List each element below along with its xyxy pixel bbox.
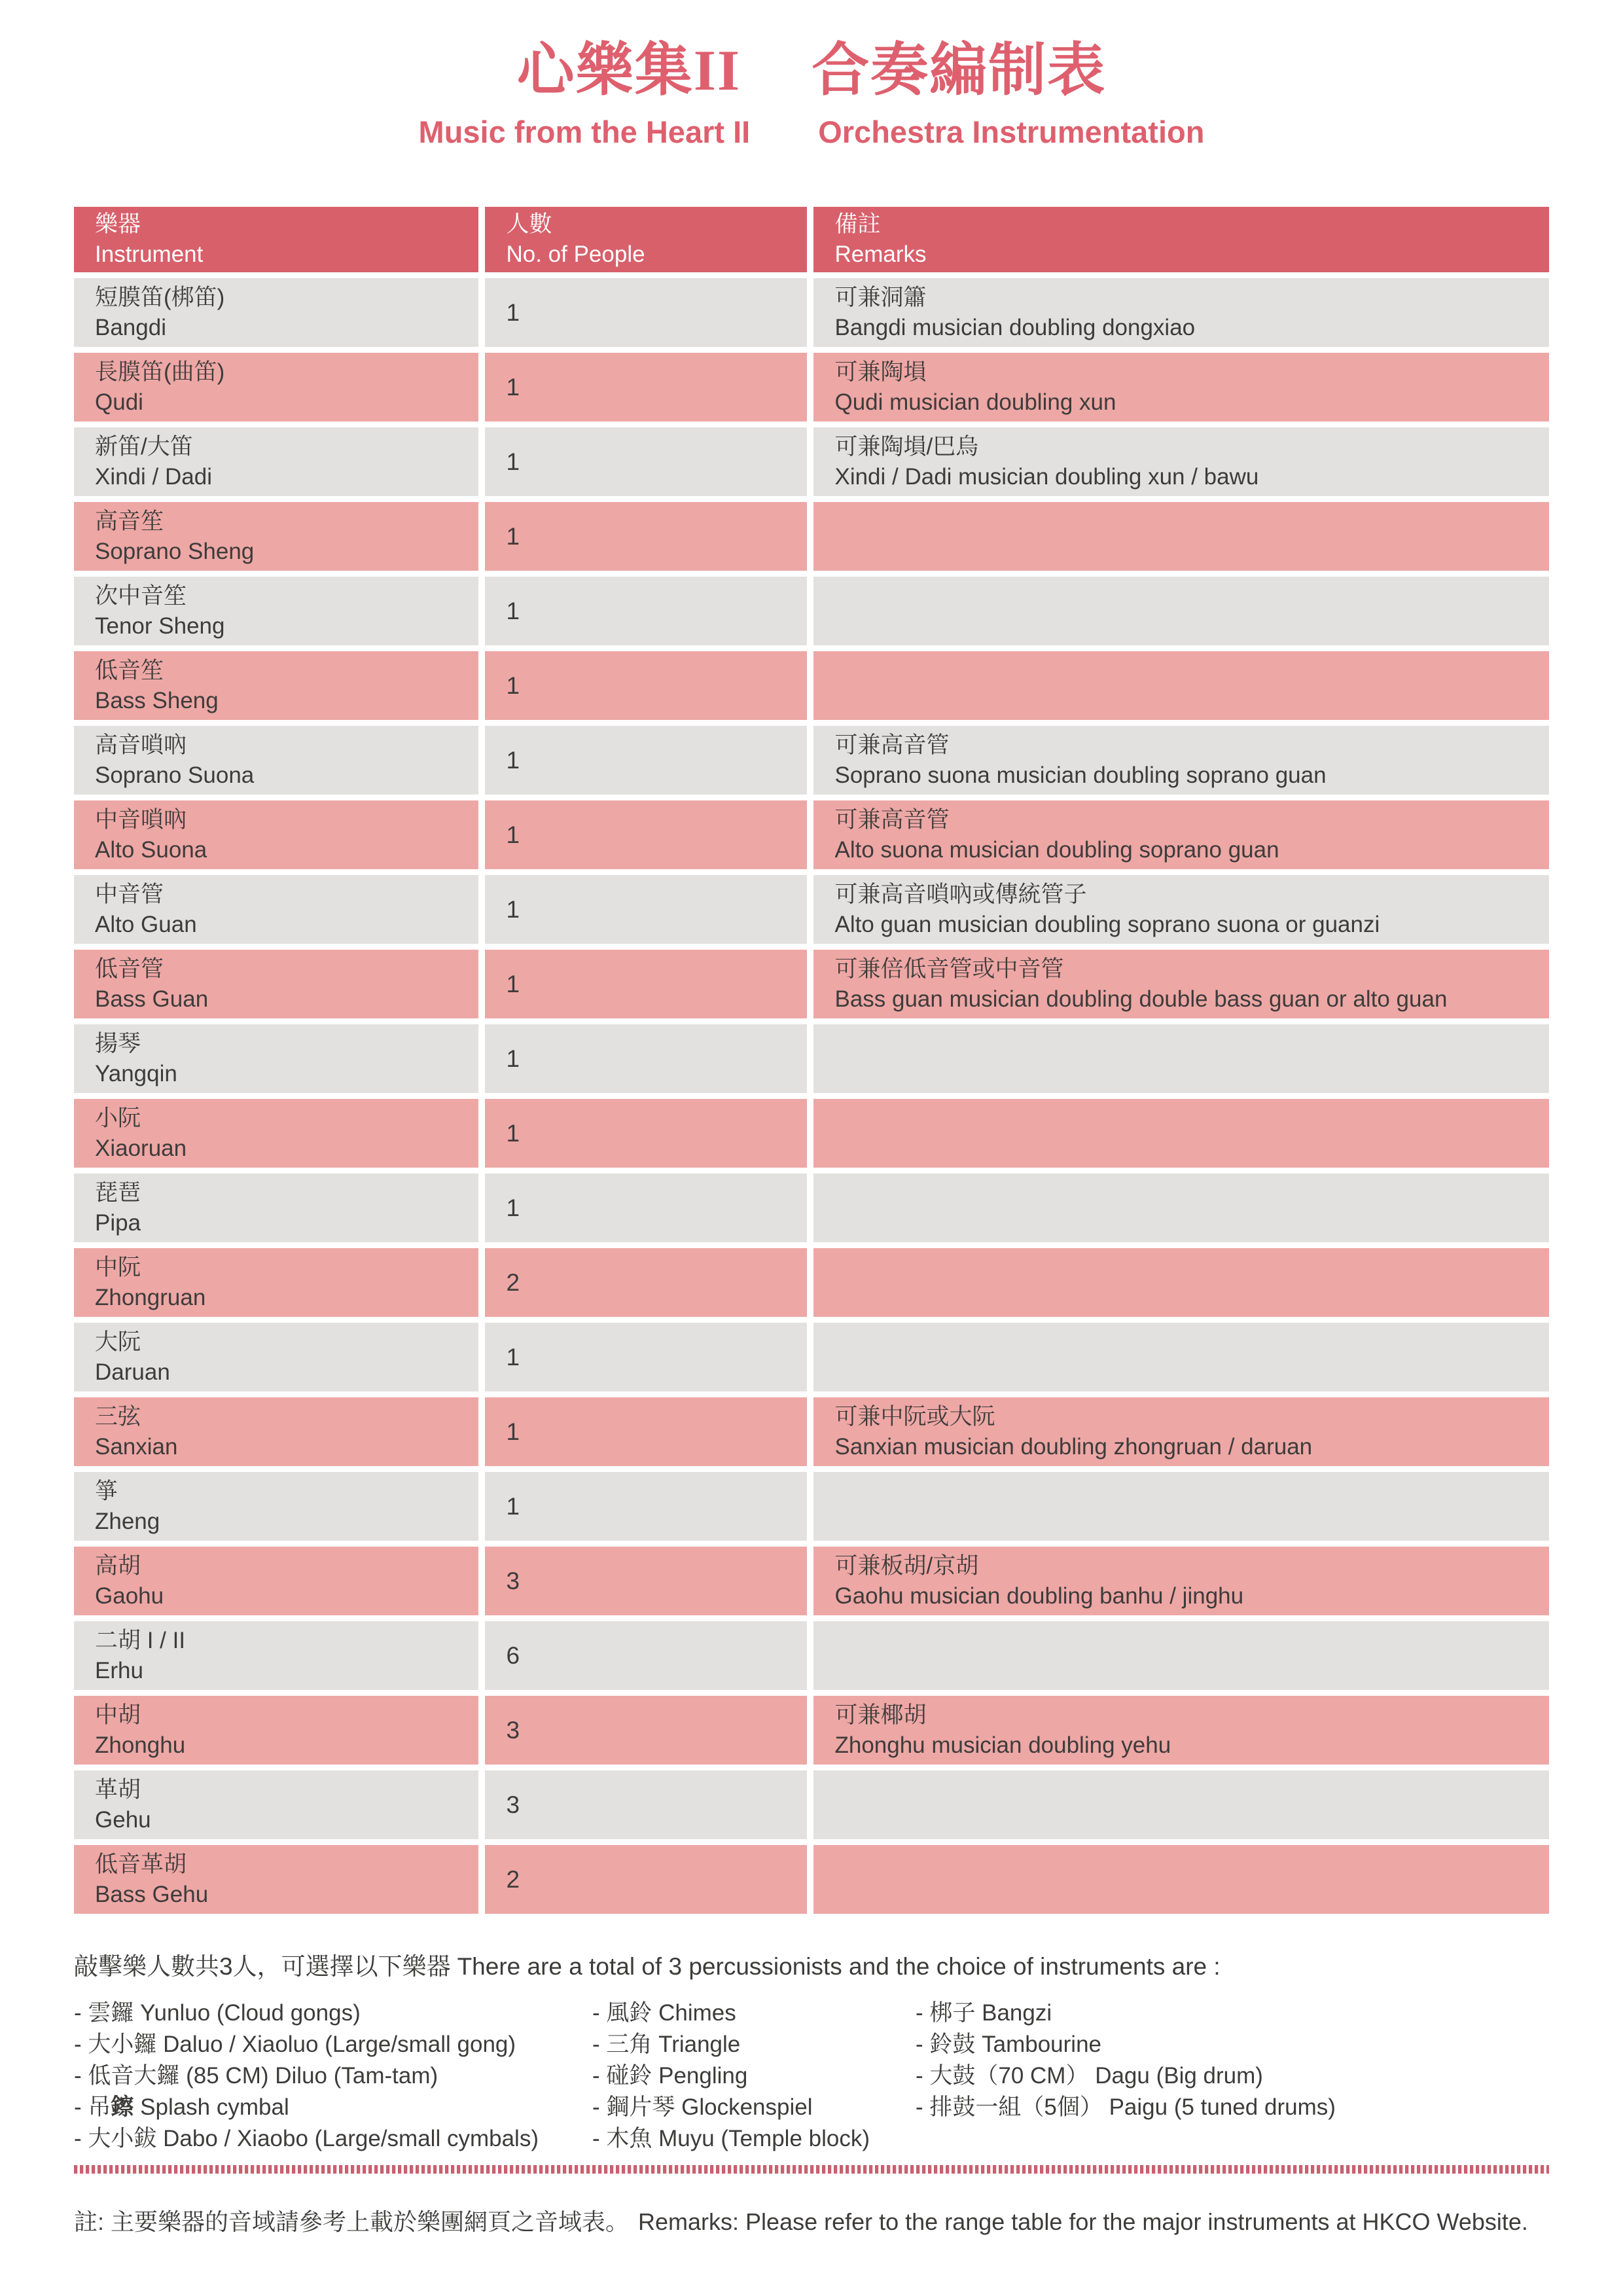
instrument-cell [74, 502, 478, 571]
percussion-item: - 鋼片琴 Glockenspiel [592, 2094, 813, 2121]
remark-en: Alto suona musician doubling soprano guan [834, 836, 1279, 863]
instrument-name-zh: 低音管 [95, 956, 164, 982]
people-count-cell [485, 1770, 807, 1839]
remarks-cell [813, 353, 1549, 422]
instrument-name-zh: 高胡 [95, 1552, 141, 1579]
people-count-cell [485, 502, 807, 571]
title-zh-main: 心樂集 [516, 37, 694, 102]
remark-en: Qudi musician doubling xun [834, 389, 1116, 415]
header-remarks-en: Remarks [834, 242, 927, 268]
remark-zh: 可兼洞簫 [834, 284, 927, 310]
remark-en: Alto guan musician doubling soprano suona or guanzi [834, 911, 1380, 937]
percussion-item: - 木魚 Muyu (Temple block) [592, 2126, 870, 2152]
remark-en: Gaohu musician doubling banhu / jinghu [834, 1583, 1244, 1609]
instrument-name-en: Gaohu [95, 1583, 164, 1609]
remarks-cell [813, 1472, 1549, 1541]
percussion-item: - 吊鑔 Splash cymbal [74, 2094, 289, 2121]
people-count-value: 1 [506, 746, 520, 774]
people-count-value: 1 [506, 1418, 520, 1445]
percussion-item: - 梆子 Bangzi [916, 2000, 1052, 2026]
percussion-item: - 排鼓一組（5個） Paigu (5 tuned drums) [916, 2094, 1336, 2121]
people-count-cell [485, 1547, 807, 1615]
remarks-cell [813, 1397, 1549, 1466]
instrument-name-en: Bass Guan [95, 986, 209, 1012]
percussion-column [916, 1998, 1549, 2155]
people-count-value: 1 [506, 970, 520, 997]
remark-zh: 可兼陶塤 [834, 359, 927, 385]
people-count-cell [485, 1397, 807, 1466]
people-count-value: 3 [506, 1716, 520, 1744]
remarks-cell [813, 1770, 1549, 1839]
percussion-columns [74, 1998, 1549, 2155]
instrument-name-en: Bangdi [95, 314, 166, 340]
remark-en: Xindi / Dadi musician doubling xun / bawu [834, 463, 1259, 490]
instrument-cell [74, 1323, 478, 1391]
title-en-right: Orchestra Instrumentation [818, 115, 1205, 149]
dotted-separator [74, 2165, 1549, 2174]
percussion-item: - 三角 Triangle [592, 2032, 741, 2058]
remarks-cell [813, 800, 1549, 869]
instrument-name-en: Yangqin [95, 1060, 177, 1086]
people-count-cell [485, 427, 807, 496]
percussion-item: - 低音大鑼 (85 CM) Diluo (Tam-tam) [74, 2063, 438, 2089]
instrument-name-zh: 大阮 [95, 1329, 141, 1355]
instrument-cell [74, 1770, 478, 1839]
percussion-column [592, 1998, 916, 2155]
people-count-cell [485, 1248, 807, 1317]
instrument-name-zh: 三弦 [95, 1403, 141, 1429]
header-remarks-zh: 備註 [834, 211, 881, 238]
footnote-en: Remarks: Please refer to the range table for the major instruments at HKCO Website. [638, 2208, 1528, 2236]
instrument-name-zh: 中音管 [95, 881, 164, 907]
people-count-value: 1 [506, 373, 520, 401]
remark-en: Soprano suona musician doubling soprano guan [834, 762, 1327, 788]
instrument-name-zh: 高音嗩吶 [95, 732, 187, 758]
remark-zh: 可兼倍低音管或中音管 [834, 956, 1064, 982]
remarks-cell [813, 726, 1549, 795]
people-count-cell [485, 1472, 807, 1541]
remarks-cell [813, 651, 1549, 720]
remarks-cell [813, 1621, 1549, 1690]
remarks-cell [813, 427, 1549, 496]
instrument-cell [74, 1099, 478, 1168]
instrument-cell [74, 1174, 478, 1242]
remark-en: Bangdi musician doubling dongxiao [834, 314, 1196, 340]
instrument-name-zh: 中音嗩吶 [95, 806, 187, 833]
people-count-cell [485, 726, 807, 795]
remark-zh: 可兼中阮或大阮 [834, 1403, 995, 1429]
instrument-cell [74, 1547, 478, 1615]
people-count-cell [485, 278, 807, 347]
percussion-item: - 碰鈴 Pengling [592, 2063, 748, 2089]
percussion-section [74, 1950, 1549, 2155]
percussion-item: - 風鈴 Chimes [592, 2000, 736, 2026]
percussion-heading-en: There are a total of 3 percussionists and the choice of instruments are : [457, 1953, 1221, 1981]
instrument-name-en: Xindi / Dadi [95, 463, 212, 490]
percussion-column [74, 1998, 592, 2155]
instrument-name-zh: 小阮 [95, 1105, 141, 1131]
people-count-cell [485, 875, 807, 944]
people-count-value: 1 [506, 1492, 520, 1520]
remarks-cell [813, 1099, 1549, 1168]
title-zh-right: 合奏編制表 [812, 37, 1107, 102]
instrument-name-zh: 高音笙 [95, 508, 164, 534]
instrument-name-zh: 低音革胡 [95, 1851, 187, 1877]
people-count-value: 1 [506, 672, 520, 699]
instrument-name-zh: 中阮 [95, 1254, 141, 1280]
header-people-en: No. of People [506, 242, 645, 268]
remarks-cell [813, 1024, 1549, 1093]
instrument-cell [74, 800, 478, 869]
instrument-cell [74, 353, 478, 422]
people-count-value: 2 [506, 1865, 520, 1893]
people-count-cell [485, 1696, 807, 1765]
instrument-name-en: Sanxian [95, 1433, 178, 1460]
people-count-cell [485, 1845, 807, 1914]
remarks-cell [813, 1323, 1549, 1391]
instrument-cell [74, 1472, 478, 1541]
people-count-cell [485, 950, 807, 1018]
instrument-cell [74, 427, 478, 496]
remarks-cell [813, 950, 1549, 1018]
instrument-cell [74, 1248, 478, 1317]
percussion-item: - 大小鑼 Daluo / Xiaoluo (Large/small gong) [74, 2032, 516, 2058]
instrument-cell [74, 950, 478, 1018]
instrument-name-en: Bass Gehu [95, 1881, 209, 1907]
remarks-cell [813, 577, 1549, 645]
remarks-cell [813, 1248, 1549, 1317]
remark-zh: 可兼椰胡 [834, 1702, 927, 1728]
remarks-cell [813, 502, 1549, 571]
instrument-cell [74, 278, 478, 347]
people-count-value: 6 [506, 1641, 520, 1669]
instrument-name-zh: 革胡 [95, 1776, 141, 1803]
instrument-name-en: Pipa [95, 1210, 141, 1236]
instrument-name-zh: 次中音笙 [95, 583, 187, 609]
instrument-name-en: Tenor Sheng [95, 613, 225, 639]
people-count-cell [485, 1323, 807, 1391]
instrument-name-zh: 二胡 I / II [95, 1627, 186, 1653]
instrument-name-en: Zhongruan [95, 1284, 206, 1310]
instrument-name-en: Daruan [95, 1359, 170, 1385]
instrument-name-zh: 長膜笛(曲笛) [95, 359, 225, 385]
remarks-cell [813, 1547, 1549, 1615]
title-zh-numeral: II [693, 39, 741, 103]
instrument-name-en: Qudi [95, 389, 143, 415]
remarks-cell [813, 278, 1549, 347]
header-cell-people [485, 207, 807, 272]
people-count-cell [485, 1621, 807, 1690]
instrument-cell [74, 726, 478, 795]
footnote-zh: 註: 主要樂器的音域請參考上載於樂團網頁之音域表。 [74, 2208, 630, 2236]
remarks-cell [813, 875, 1549, 944]
remark-zh: 可兼高音管 [834, 806, 950, 833]
people-count-value: 1 [506, 1045, 520, 1072]
people-count-value: 3 [506, 1567, 520, 1594]
instrument-cell [74, 577, 478, 645]
instrument-name-en: Alto Guan [95, 911, 197, 937]
people-count-value: 1 [506, 895, 520, 923]
instrumentation-table [74, 207, 1549, 1914]
instrument-cell [74, 875, 478, 944]
header-cell-remarks [813, 207, 1549, 272]
people-count-value: 1 [506, 522, 520, 550]
title-zh-left [517, 34, 741, 107]
people-count-cell [485, 800, 807, 869]
people-count-value: 2 [506, 1268, 520, 1296]
percussion-item: - 大鼓（70 CM） Dagu (Big drum) [916, 2063, 1263, 2089]
footnote [74, 2206, 1549, 2238]
percussion-item: - 雲鑼 Yunluo (Cloud gongs) [74, 2000, 361, 2026]
remark-en: Zhonghu musician doubling yehu [834, 1732, 1171, 1758]
page-title-chinese [74, 34, 1549, 107]
remark-en: Bass guan musician doubling double bass guan or alto guan [834, 986, 1448, 1012]
remarks-cell [813, 1845, 1549, 1914]
instrument-name-en: Soprano Suona [95, 762, 255, 788]
instrument-cell [74, 651, 478, 720]
remark-zh: 可兼陶塤/巴烏 [834, 433, 979, 459]
instrument-name-zh: 低音笙 [95, 657, 164, 683]
instrument-name-en: Soprano Sheng [95, 538, 255, 564]
instrument-name-zh: 短膜笛(梆笛) [95, 284, 225, 310]
people-count-cell [485, 353, 807, 422]
people-count-value: 1 [506, 821, 520, 848]
remark-zh: 可兼高音嗩吶或傳統管子 [834, 881, 1087, 907]
instrument-cell [74, 1845, 478, 1914]
people-count-cell [485, 1024, 807, 1093]
instrument-name-en: Erhu [95, 1657, 143, 1683]
instrument-cell [74, 1621, 478, 1690]
instrument-name-en: Alto Suona [95, 836, 207, 863]
instrument-name-en: Bass Sheng [95, 687, 219, 713]
percussion-item: - 鈴鼓 Tambourine [916, 2032, 1101, 2058]
instrument-name-en: Gehu [95, 1806, 151, 1833]
instrument-name-zh: 箏 [95, 1478, 118, 1504]
instrument-name-zh: 中胡 [95, 1702, 141, 1728]
instrument-name-zh: 琵琶 [95, 1179, 141, 1206]
people-count-value: 1 [506, 1194, 520, 1221]
percussion-heading-zh: 敲擊樂人數共3人，可選擇以下樂器 [74, 1953, 451, 1981]
header-instrument-en: Instrument [95, 242, 204, 268]
remark-en: Sanxian musician doubling zhongruan / daruan [834, 1433, 1313, 1460]
remarks-cell [813, 1174, 1549, 1242]
instrument-name-en: Zhonghu [95, 1732, 186, 1758]
people-count-value: 1 [506, 1343, 520, 1371]
people-count-cell [485, 1099, 807, 1168]
instrument-cell [74, 1696, 478, 1765]
people-count-cell [485, 577, 807, 645]
header-instrument-zh: 樂器 [95, 211, 141, 238]
instrument-cell [74, 1024, 478, 1093]
people-count-value: 1 [506, 597, 520, 624]
percussion-heading [74, 1950, 1549, 1983]
instrument-name-en: Xiaoruan [95, 1135, 187, 1161]
instrument-name-zh: 新笛/大笛 [95, 433, 193, 459]
people-count-cell [485, 651, 807, 720]
instrument-name-en: Zheng [95, 1508, 160, 1534]
percussion-item: - 大小鈸 Dabo / Xiaobo (Large/small cymbals) [74, 2126, 539, 2152]
header-people-zh: 人數 [506, 211, 552, 238]
people-count-value: 3 [506, 1791, 520, 1818]
remark-zh: 可兼高音管 [834, 732, 950, 758]
instrument-cell [74, 1397, 478, 1466]
people-count-value: 1 [506, 298, 520, 326]
people-count-value: 1 [506, 1119, 520, 1147]
header-cell-instrument [74, 207, 478, 272]
page-title-english [74, 114, 1549, 151]
people-count-value: 1 [506, 448, 520, 475]
instrument-name-zh: 揚琴 [95, 1030, 141, 1056]
title-en-left: Music from the Heart II [418, 115, 751, 149]
remark-zh: 可兼板胡/京胡 [834, 1552, 979, 1579]
title-block [74, 0, 1549, 151]
people-count-cell [485, 1174, 807, 1242]
remarks-cell [813, 1696, 1549, 1765]
